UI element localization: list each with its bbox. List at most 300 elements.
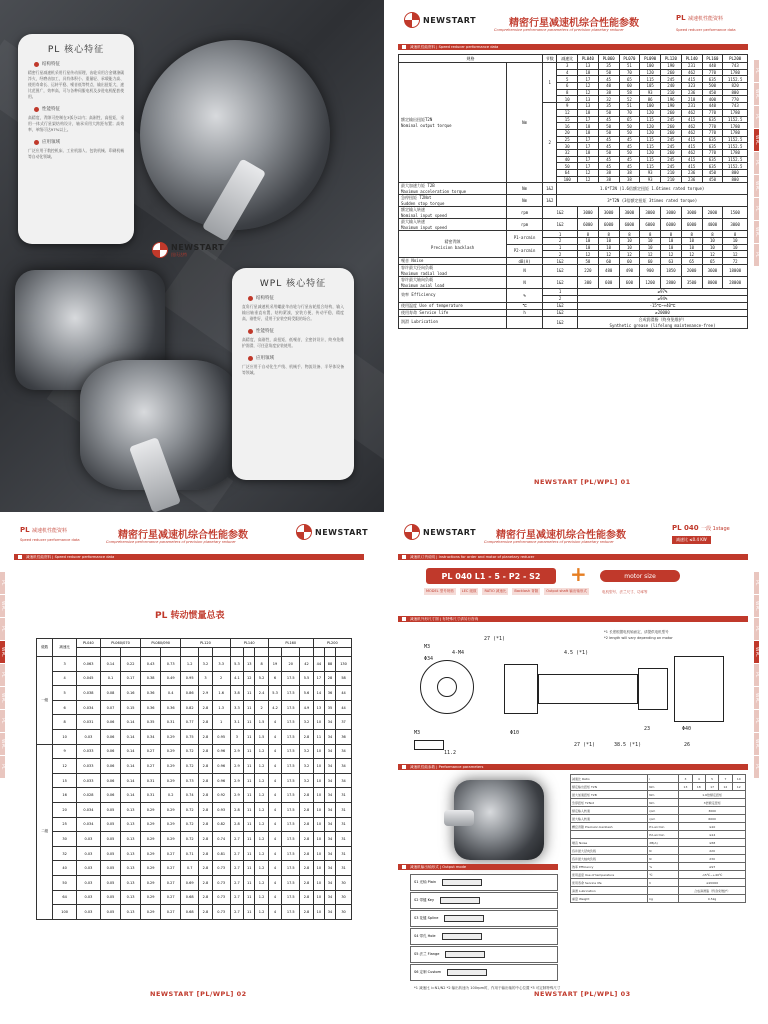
value-cell: 115	[640, 163, 661, 170]
value-cell: 2.8	[300, 788, 313, 803]
table-row	[571, 815, 746, 823]
value-cell: 8	[255, 657, 268, 672]
value-cell: 合成润滑脂（终身免维护）	[679, 887, 746, 895]
value-cell: ≥97%	[578, 289, 748, 296]
table-row	[399, 265, 748, 277]
order-code: PL 040 L1 - 5 - P2 - S2	[426, 568, 556, 584]
feature-heading-text: 应用领域	[42, 140, 60, 145]
value-cell: 8	[619, 231, 640, 238]
row-label	[399, 219, 507, 231]
wpl-feature-card	[232, 268, 354, 480]
brand-name: NEWSTART	[423, 15, 477, 25]
value-cell: 0.033	[76, 744, 100, 759]
value-cell: 72	[723, 258, 748, 265]
ratio-cell: 12	[557, 109, 578, 116]
value-cell: 2000	[702, 207, 723, 219]
order-label: LEC 级数	[461, 589, 477, 593]
value-cell: 462	[681, 129, 702, 136]
row-label: 急停扭矩 T2Not	[571, 799, 648, 807]
value-cell: 0.43	[141, 657, 161, 672]
logo-icon	[152, 242, 168, 258]
row-label	[399, 265, 507, 277]
header-cell: PL090	[640, 55, 661, 63]
value-cell: 245	[661, 116, 682, 123]
value-cell: 2.7	[230, 846, 243, 861]
value-cell: 17	[578, 116, 599, 123]
ratio-cell: 4	[53, 671, 77, 686]
value-cell: 18	[692, 783, 705, 791]
value-cell: 60	[619, 83, 640, 90]
value-cell: 0.06	[100, 759, 120, 774]
table-row	[571, 871, 746, 879]
subheader-cell	[76, 648, 100, 657]
value-cell: 600	[598, 277, 619, 289]
ratio-cell: 32	[557, 149, 578, 156]
unit-cell: N	[507, 265, 543, 277]
side-tab-wpl: WPL	[754, 595, 759, 617]
value-cell: 11	[244, 744, 255, 759]
value-cell: ≥20000	[578, 309, 748, 316]
value-cell: 32	[598, 96, 619, 103]
value-cell: 45	[619, 156, 640, 163]
value-cell: 12	[640, 251, 661, 258]
table-row	[399, 183, 748, 195]
side-tab-wpl: WPL	[754, 733, 759, 755]
dimension-label: 11.2	[444, 750, 457, 756]
value-cell: 1.6*T2N (1.6倍额定扭矩 1.6times rated torque)	[557, 183, 748, 195]
value-cell: 10	[578, 244, 599, 251]
table-row	[571, 791, 746, 799]
value-cell: 2.8	[300, 890, 313, 905]
value-cell: 13	[679, 783, 692, 791]
value-cell: 17.5	[282, 905, 300, 920]
unit-cell: P1-arcmin	[507, 231, 543, 244]
value-cell: 2.9	[230, 788, 243, 803]
value-cell: 210	[661, 176, 682, 183]
value-cell: 10	[313, 802, 324, 817]
inertia-table	[36, 638, 352, 920]
value-cell: 6	[268, 671, 281, 686]
value-cell: 31	[336, 861, 352, 876]
model-performance-table	[570, 774, 746, 903]
section-bar: 减速机订货说明 | Instructions for order and motor of planetary reducer	[398, 554, 748, 560]
value-cell: 2.7	[230, 890, 243, 905]
value-cell: 0.13	[121, 875, 141, 890]
value-cell: 0.14	[121, 788, 141, 803]
value-cell: 0.93	[212, 802, 230, 817]
value-cell: 3000	[578, 207, 599, 219]
dimension-label: Φ10	[510, 730, 520, 736]
value-cell: 12	[578, 251, 599, 258]
side-tab-pl: PL	[0, 618, 5, 640]
value-cell: 900	[640, 265, 661, 277]
side-tab-pl: PL	[754, 618, 759, 640]
header-cell: PL200	[723, 55, 748, 63]
value-cell: 17.5	[282, 686, 300, 701]
value-cell: 120	[640, 69, 661, 76]
value-cell: 28	[324, 671, 335, 686]
side-tab-wpl: WPL	[754, 175, 759, 197]
card-title: PL 核心特征	[47, 45, 105, 55]
header-cell: PL070	[619, 55, 640, 63]
value-cell: 6000	[640, 219, 661, 231]
value-cell: 0.29	[161, 832, 181, 847]
value-cell: 2.8	[199, 715, 212, 730]
value-cell: 34	[324, 905, 335, 920]
value-cell: 63	[661, 258, 682, 265]
value-cell: 6000	[681, 219, 702, 231]
value-cell: 0.49	[161, 671, 181, 686]
value-cell: 0.06	[100, 715, 120, 730]
value-cell: 0.03	[76, 846, 100, 861]
side-tab-pl: PL	[754, 710, 759, 732]
table-row	[571, 863, 746, 871]
value-cell: 770	[723, 96, 748, 103]
value-cell: 17.5	[282, 875, 300, 890]
ratio-cell: 50	[557, 163, 578, 170]
row-label	[399, 277, 507, 289]
table-row	[571, 887, 746, 895]
table-row	[37, 802, 352, 817]
value-cell: 3000	[661, 207, 682, 219]
value-cell: 7	[719, 775, 732, 783]
stage-cell: 1&2	[543, 207, 578, 219]
ratio-cell: 32	[53, 846, 77, 861]
value-cell: 10	[313, 905, 324, 920]
stage-cell: 一级	[37, 657, 53, 745]
dimension-label: 38.5 (*1)	[614, 742, 642, 748]
ratio-cell: 16	[53, 788, 77, 803]
stage-cell: 1&2	[543, 316, 578, 328]
value-cell: 58	[619, 89, 640, 96]
table-row	[571, 799, 746, 807]
unit-cell: N	[648, 855, 679, 863]
value-cell: 1.2	[255, 788, 268, 803]
value-cell: 8	[681, 231, 702, 238]
side-tab-pl: PL	[754, 572, 759, 594]
value-cell: 34	[324, 715, 335, 730]
side-tab-pl: PL	[754, 60, 759, 82]
page-footer: NEWSTART [PL/WPL] 01	[534, 478, 631, 486]
value-cell: 12	[732, 783, 745, 791]
side-tab-pl: PL	[754, 152, 759, 174]
value-cell: 2.8	[199, 759, 212, 774]
value-cell: 11	[244, 759, 255, 774]
value-cell: 11	[244, 817, 255, 832]
cover-page	[0, 0, 384, 512]
value-cell: 3.3	[230, 700, 243, 715]
value-cell: 0.05	[100, 905, 120, 920]
table-row	[37, 861, 352, 876]
output-mode-row	[410, 964, 558, 981]
value-cell: 245	[661, 76, 682, 83]
value-cell: 0.05	[100, 875, 120, 890]
side-tab-wpl: WPL	[754, 687, 759, 709]
value-cell: 0.31	[141, 773, 161, 788]
performance-page	[384, 0, 768, 512]
value-cell: 17	[578, 143, 599, 150]
unit-cell: Nm	[648, 799, 679, 807]
value-cell: 17.5	[282, 846, 300, 861]
value-cell: 245	[661, 143, 682, 150]
value-cell: 4	[692, 775, 705, 783]
value-cell: 34	[324, 802, 335, 817]
value-cell: 70	[619, 109, 640, 116]
value-cell: 415	[681, 136, 702, 143]
feature-dot-icon	[34, 107, 39, 112]
value-cell: 635	[702, 156, 723, 163]
page-subtitle: Comprehensive performance parameters of precision planetary reducer	[484, 540, 614, 544]
table-row	[37, 788, 352, 803]
table-row	[399, 258, 748, 265]
label-cn: 容许最大轴向负载	[401, 277, 433, 283]
value-cell: 34	[336, 744, 352, 759]
value-cell: 0.35	[141, 715, 161, 730]
value-cell: 17.5	[282, 832, 300, 847]
value-cell: 0.03	[76, 905, 100, 920]
row-label: 效率 Efficiency	[571, 863, 648, 871]
value-cell: 35	[598, 103, 619, 110]
value-cell: 60	[640, 258, 661, 265]
ratio-cell: 20	[557, 129, 578, 136]
output-mode-label: S1 光轴 Plain	[414, 880, 437, 884]
row-label	[399, 231, 507, 258]
logo-icon	[296, 524, 312, 540]
unit-cell: kg	[648, 895, 679, 903]
value-cell: 196	[661, 96, 682, 103]
value-cell: 34	[324, 773, 335, 788]
value-cell: 0.05	[100, 890, 120, 905]
key-detail	[414, 740, 444, 750]
value-cell: 0.13	[121, 817, 141, 832]
value-cell: 210	[661, 170, 682, 177]
value-cell: 11	[244, 773, 255, 788]
value-cell: 1.2	[255, 846, 268, 861]
badge-sub: Speed reducer performance data	[20, 538, 80, 542]
value-cell: 0.72	[181, 832, 199, 847]
value-cell: 3000	[681, 207, 702, 219]
value-cell: 12	[578, 89, 599, 96]
value-cell: 2.8	[199, 773, 212, 788]
value-cell: 1.6倍额定扭矩	[679, 791, 746, 799]
value-cell: 17.5	[282, 729, 300, 744]
value-cell: 1152.5	[723, 163, 748, 170]
value-cell: 17	[313, 671, 324, 686]
value-cell: 58	[578, 258, 599, 265]
label-en: Maximum radial load	[401, 271, 447, 277]
header-cell: PL040	[578, 55, 599, 63]
value-cell: 0.14	[121, 744, 141, 759]
feature-text: 广泛应用于数控机床、工业机器人、包装机械、印刷机械等自动化领域。	[28, 148, 124, 159]
value-cell: 2.8	[199, 788, 212, 803]
group-header: PL040	[76, 639, 100, 648]
subheader-cell	[313, 648, 324, 657]
value-cell: 34	[324, 788, 335, 803]
ratio-cell: 4	[557, 69, 578, 76]
section-bar: 减速机性能资料 | Speed reducer performance data	[398, 44, 748, 50]
label-cn: 最大输入转速	[401, 219, 425, 225]
value-cell: 17	[578, 163, 599, 170]
value-cell: 0.27	[161, 846, 181, 861]
value-cell: 440	[702, 103, 723, 110]
value-cell: 0.1	[100, 671, 120, 686]
value-cell: 0.29	[141, 875, 161, 890]
value-cell: 1.2	[255, 744, 268, 759]
value-cell: 10	[313, 744, 324, 759]
stage-cell: 1	[543, 244, 578, 251]
dimension-label: 27 (*1)	[574, 742, 596, 748]
unit-cell: P2-arcmin	[507, 244, 543, 257]
subheader-cell	[324, 648, 335, 657]
value-cell: 0.29	[161, 802, 181, 817]
value-cell: 10	[723, 244, 748, 251]
value-cell: 18	[578, 109, 599, 116]
value-cell: 45	[598, 156, 619, 163]
order-label: RATIO 减速比	[484, 589, 507, 593]
value-cell: 210	[661, 89, 682, 96]
value-cell: 17	[578, 136, 599, 143]
value-cell: 34	[324, 759, 335, 774]
value-cell: 440	[702, 63, 723, 70]
value-cell: 0.38	[141, 671, 161, 686]
value-cell: 260	[661, 123, 682, 130]
value-cell: 0.034	[76, 802, 100, 817]
value-cell: 462	[681, 149, 702, 156]
value-cell: 45	[619, 136, 640, 143]
value-cell: 0.05	[100, 846, 120, 861]
value-cell: 0.063	[76, 657, 100, 672]
value-cell: 4	[268, 846, 281, 861]
value-cell: 17	[578, 156, 599, 163]
value-cell: 0.29	[161, 729, 181, 744]
value-cell: 18000	[723, 265, 748, 277]
value-cell: 0.29	[141, 802, 161, 817]
value-cell: 0.03	[76, 861, 100, 876]
unit-cell: rpm	[648, 815, 679, 823]
value-cell: 0.29	[141, 905, 161, 920]
value-cell: 50	[598, 129, 619, 136]
table-row	[571, 775, 746, 783]
row-label	[399, 207, 507, 219]
value-cell: 1152.5	[723, 116, 748, 123]
table-row	[571, 783, 746, 791]
stage-cell: 2	[543, 295, 578, 302]
value-cell: 300	[578, 277, 599, 289]
value-cell: 5.6	[300, 686, 313, 701]
value-cell: 12	[723, 251, 748, 258]
value-cell: 44	[336, 686, 352, 701]
value-cell: 45	[619, 143, 640, 150]
label-en: Precision backlash	[430, 244, 475, 250]
value-cell: 10	[313, 759, 324, 774]
unit-cell: i	[648, 775, 679, 783]
series-badge: PL 减速机性能资料	[676, 14, 724, 22]
value-cell: 0.03	[76, 875, 100, 890]
value-cell: 3000	[619, 207, 640, 219]
value-cell: 0.29	[161, 744, 181, 759]
feature-heading-text: 应用领域	[256, 356, 274, 361]
value-cell: 5	[705, 775, 718, 783]
value-cell: 50	[598, 69, 619, 76]
value-cell: 19	[268, 657, 281, 672]
value-cell: 236	[681, 89, 702, 96]
motor-size-label: motor size	[600, 570, 680, 582]
value-cell: 800	[723, 176, 748, 183]
value-cell: 2.8	[199, 700, 212, 715]
subheader-cell	[336, 648, 352, 657]
value-cell: 35	[324, 700, 335, 715]
value-cell: 13	[578, 63, 599, 70]
value-cell: 11	[244, 832, 255, 847]
value-cell: 3600	[702, 265, 723, 277]
value-cell: 2.8	[230, 802, 243, 817]
value-cell: 0.13	[121, 890, 141, 905]
value-cell: 462	[681, 123, 702, 130]
page-title: 精密行星减速机综合性能参数	[118, 530, 248, 541]
side-tab-wpl: WPL	[0, 733, 5, 755]
value-cell: 1780	[723, 123, 748, 130]
row-label: 额定输入转速	[571, 807, 648, 815]
value-cell: 52	[619, 96, 640, 103]
row-label	[399, 183, 507, 195]
value-cell: 3倍额定扭矩	[679, 799, 746, 807]
value-cell: 0.13	[121, 802, 141, 817]
plus-icon: +	[570, 562, 587, 586]
value-cell: 3.3	[212, 657, 230, 672]
value-cell: 0.72	[181, 744, 199, 759]
ratio-cell: 100	[557, 176, 578, 183]
value-cell: 50	[619, 123, 640, 130]
value-cell: 34	[336, 773, 352, 788]
page-subtitle: Comprehensive performance parameters of precision planetary reducer	[494, 28, 624, 32]
feature-heading-text: 结构特征	[42, 62, 60, 67]
shaft-icon	[442, 879, 482, 886]
motor-flange	[638, 668, 668, 710]
value-cell: 190	[661, 63, 682, 70]
value-cell: 0.14	[121, 729, 141, 744]
value-cell: 1.3	[212, 700, 230, 715]
unit-cell: rpm	[507, 219, 543, 231]
value-cell: 18	[578, 123, 599, 130]
side-tab-pl: PL	[754, 198, 759, 220]
label-cn: 急停扭矩 T2Not	[401, 195, 432, 201]
motor-note: 电机型号、法兰尺寸、功率等	[602, 590, 648, 594]
brand-name: NEWSTART	[315, 527, 369, 537]
ratio-cell: 25	[557, 136, 578, 143]
ratio-cell: 64	[557, 170, 578, 177]
value-cell: 5.2	[255, 671, 268, 686]
subheader-cell	[282, 648, 300, 657]
value-cell: 0.75	[181, 729, 199, 744]
stage-cell: 1&2	[543, 302, 578, 309]
value-cell: 10	[313, 817, 324, 832]
value-cell: 0.68	[181, 890, 199, 905]
value-cell: 2.8	[199, 802, 212, 817]
value-cell: 35	[598, 63, 619, 70]
value-cell: 0.038	[76, 686, 100, 701]
value-cell: 10	[313, 788, 324, 803]
value-cell: 1780	[723, 129, 748, 136]
value-cell: 12	[244, 671, 255, 686]
reducer-body	[538, 674, 638, 704]
value-cell: 2.8	[300, 846, 313, 861]
value-cell: 11	[244, 715, 255, 730]
value-cell: 450	[702, 176, 723, 183]
side-tabs	[754, 572, 768, 779]
stage-cell: 1&2	[543, 277, 578, 289]
value-cell: 1	[212, 715, 230, 730]
value-cell: 31	[336, 817, 352, 832]
